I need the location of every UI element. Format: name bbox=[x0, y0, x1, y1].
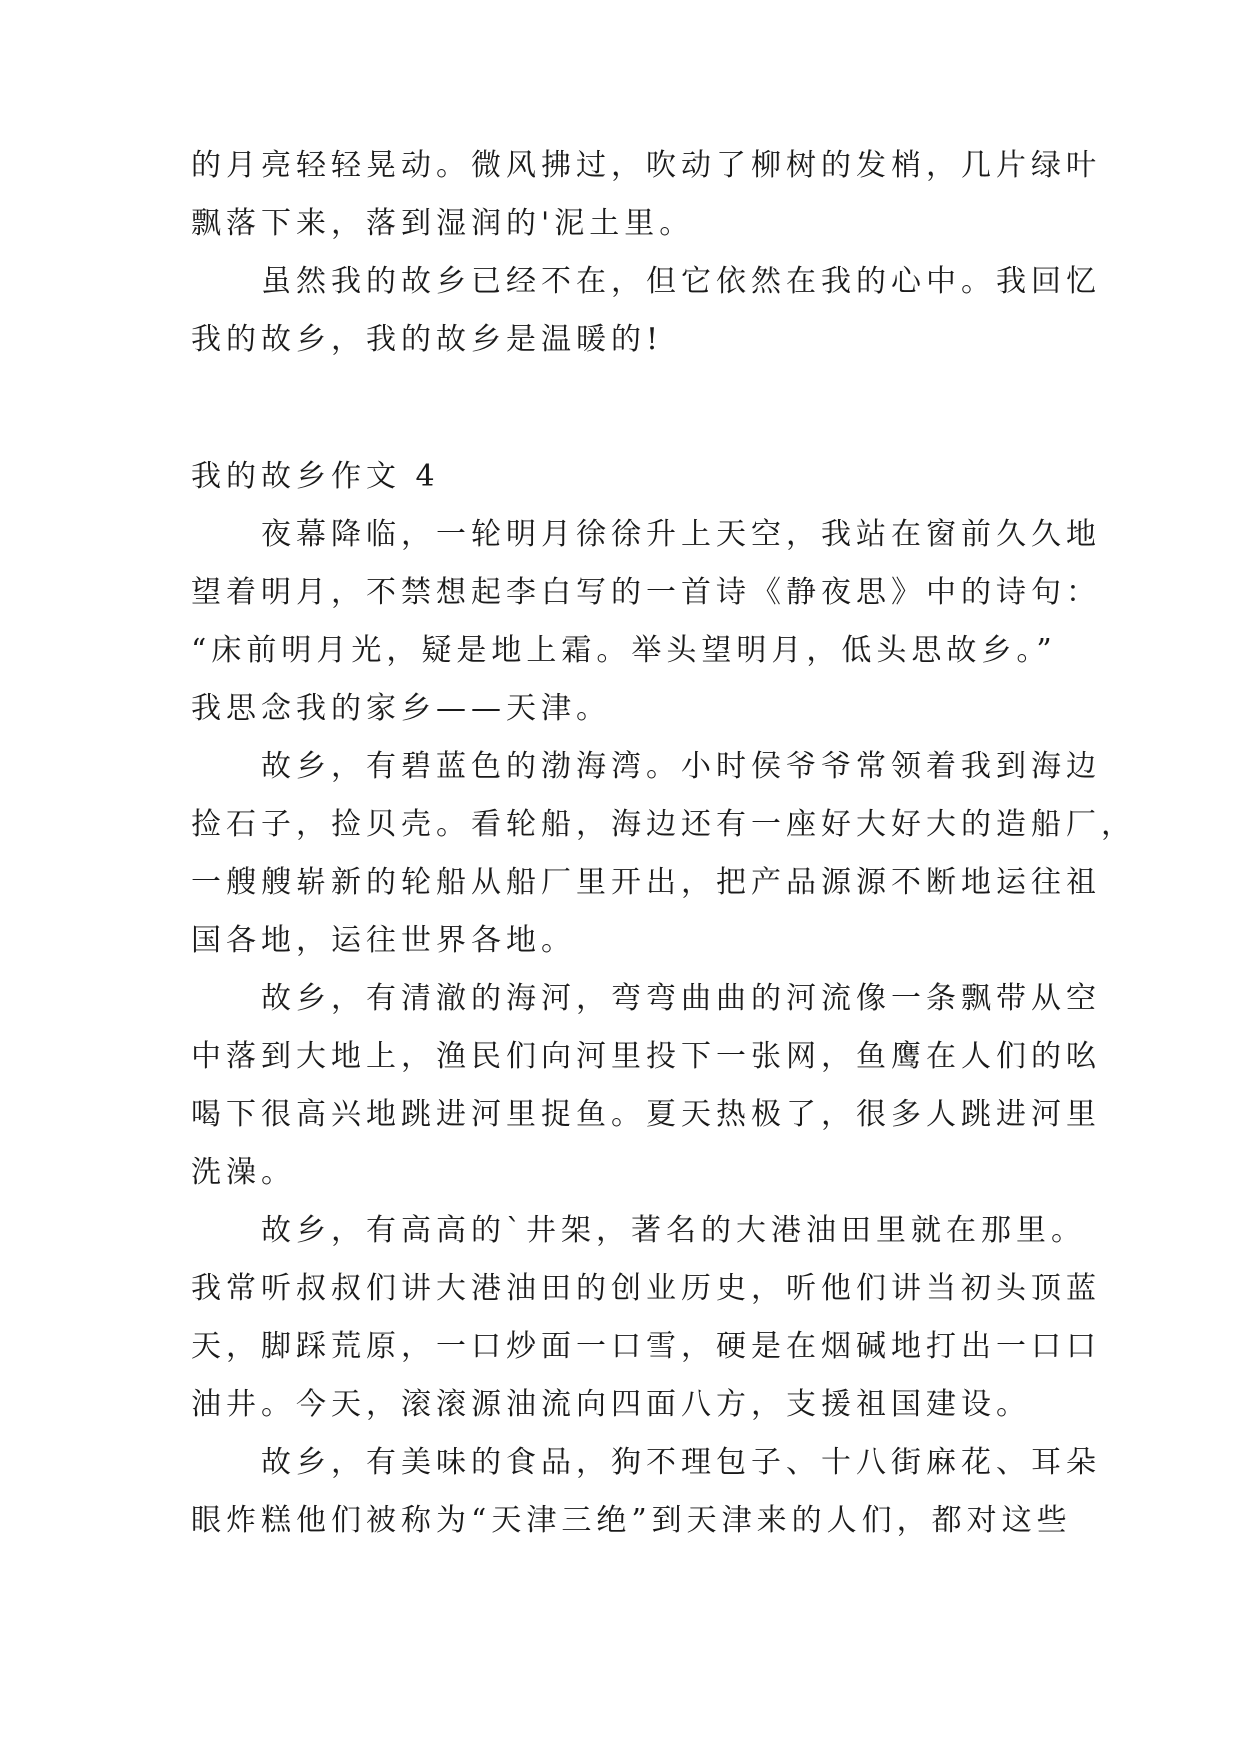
paragraph bbox=[191, 970, 1101, 1202]
essay-section bbox=[191, 448, 1136, 1550]
text-line: 油井。今天，滚滚源油流向四面八方，支援祖国建设。 bbox=[191, 1387, 1031, 1422]
text-line: 望着明月，不禁想起李白写的一首诗《静夜思》中的诗句： bbox=[191, 575, 1101, 610]
text-line: 我的故乡，我的故乡是温暖的! bbox=[191, 322, 664, 357]
text-line: 飘落下来，落到湿润的'泥土里。 bbox=[191, 206, 695, 241]
paragraph-first-line: 虽然我的故乡已经不在，但它依然在我的心中。我回忆 bbox=[261, 264, 1101, 299]
section-title: 我的故乡作文 4 bbox=[191, 459, 440, 494]
paragraph bbox=[191, 1202, 1101, 1434]
paragraph-first-line: 故乡，有美味的食品，狗不理包子、十八街麻花、耳朵 bbox=[261, 1445, 1101, 1480]
text-line: 一艘艘崭新的轮船从船厂里开出，把产品源源不断地运往祖 bbox=[191, 865, 1101, 900]
paragraph-first-line: 故乡，有高高的`井架，著名的大港油田里就在那里。 bbox=[261, 1213, 1086, 1248]
text-line: 天，脚踩荒原，一口炒面一口雪，硬是在烟碱地打出一口口 bbox=[191, 1329, 1101, 1364]
paragraph bbox=[191, 1434, 1101, 1550]
intro-text bbox=[191, 137, 1101, 369]
text-line: 捡石子，捡贝壳。看轮船，海边还有一座好大好大的造船厂， bbox=[191, 807, 1136, 842]
text-line: “床前明月光，疑是地上霜。举头望明月，低头思故乡。” bbox=[191, 633, 1057, 668]
paragraph-first-line: 故乡，有清澈的海河，弯弯曲曲的河流像一条飘带从空 bbox=[261, 981, 1101, 1016]
paragraph-first-line: 夜幕降临，一轮明月徐徐升上天空，我站在窗前久久地 bbox=[261, 517, 1101, 552]
text-line: 我常听叔叔们讲大港油田的创业历史，听他们讲当初头顶蓝 bbox=[191, 1271, 1101, 1306]
text-line: 眼炸糕他们被称为“天津三绝”到天津来的人们，都对这些 bbox=[191, 1503, 1072, 1538]
text-line: 我思念我的家乡——天津。 bbox=[191, 691, 611, 726]
text-line: 喝下很高兴地跳进河里捉鱼。夏天热极了，很多人跳进河里 bbox=[191, 1097, 1101, 1132]
text-line: 中落到大地上，渔民们向河里投下一张网，鱼鹰在人们的吆 bbox=[191, 1039, 1101, 1074]
paragraph-first-line: 故乡，有碧蓝色的渤海湾。小时侯爷爷常领着我到海边 bbox=[261, 749, 1101, 784]
paragraph bbox=[191, 738, 1136, 970]
text-line: 洗澡。 bbox=[191, 1155, 296, 1190]
text-line: 国各地，运往世界各地。 bbox=[191, 923, 576, 958]
paragraph bbox=[191, 506, 1101, 738]
text-line: 的月亮轻轻晃动。微风拂过，吹动了柳树的发梢，几片绿叶 bbox=[191, 148, 1101, 183]
